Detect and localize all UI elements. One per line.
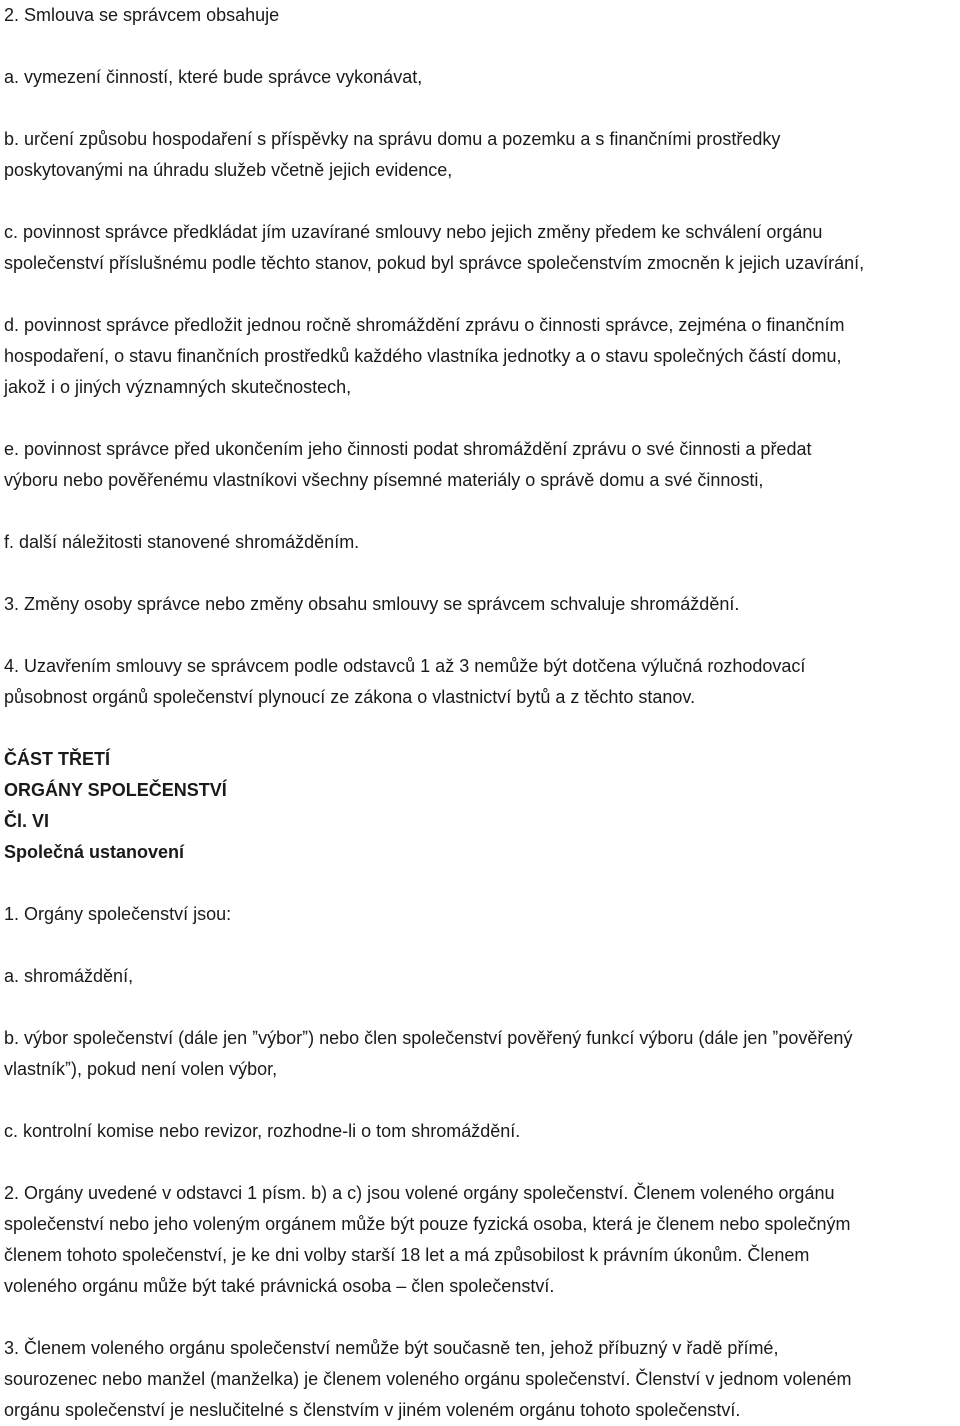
- spacer: [4, 31, 958, 62]
- paragraph-2f: f. další náležitosti stanovené shromážděním.: [4, 532, 360, 552]
- paragraph-2e-line-1: e. povinnost správce před ukončením jeho činnosti podat shromáždění zprávu o své činnosti a předat: [4, 439, 812, 459]
- spacer: [4, 992, 958, 1023]
- paragraph-2d-line-3: jakož i o jiných významných skutečnostech,: [4, 377, 352, 397]
- spacer: [4, 558, 958, 589]
- paragraph-2b-line-1: b. určení způsobu hospodaření s příspěvky na správu domu a pozemku a s finančními prostředky: [4, 129, 781, 149]
- clause-3-line-2: sourozenec nebo manžel (manželka) je členem voleného orgánu společenství. Členství v jednom voleném: [4, 1369, 852, 1389]
- section-heading: Společná ustanovení: [4, 842, 185, 862]
- spacer: [4, 279, 958, 310]
- paragraph-2c-line-1: c. povinnost správce předkládat jím uzavírané smlouvy nebo jejich změny předem ke schválení orgánu: [4, 222, 823, 242]
- spacer: [4, 1147, 958, 1178]
- spacer: [4, 930, 958, 961]
- document-page: [4, 0, 958, 1426]
- paragraph-2-title: 2. Smlouva se správcem obsahuje: [4, 5, 280, 25]
- clause-1b-line-2: vlastníkˮ), pokud není volen výbor,: [4, 1059, 278, 1079]
- part-heading: ČÁST TŘETÍ: [4, 749, 110, 769]
- spacer: [4, 186, 958, 217]
- paragraph-4-line-2: působnost orgánů společenství plynoucí ze zákona o vlastnictví bytů a z těchto stanov.: [4, 687, 696, 707]
- spacer: [4, 403, 958, 434]
- spacer: [4, 868, 958, 899]
- paragraph-2c-line-2: společenství příslušnému podle těchto stanov, pokud byl správce společenstvím zmocněn k jejich uzavírání,: [4, 253, 865, 273]
- paragraph-4-line-1: 4. Uzavřením smlouvy se správcem podle odstavců 1 až 3 nemůže být dotčena výlučná rozhodovací: [4, 656, 806, 676]
- paragraph-2b-line-2: poskytovanými na úhradu služeb včetně jejich evidence,: [4, 160, 453, 180]
- spacer: [4, 496, 958, 527]
- spacer: [4, 93, 958, 124]
- spacer: [4, 620, 958, 651]
- clause-1b-line-1: b. výbor společenství (dále jen ˮvýborˮ) nebo člen společenství pověřený funkcí výboru (dále jen ˮpověřený: [4, 1028, 853, 1048]
- paragraph-2a: a. vymezení činností, které bude správce vykonávat,: [4, 67, 423, 87]
- article-heading: Čl. VI: [4, 811, 50, 831]
- paragraph-2d-line-1: d. povinnost správce předložit jednou ročně shromáždění zprávu o činnosti správce, zejména o finančním: [4, 315, 845, 335]
- spacer: [4, 1302, 958, 1333]
- clause-1a: a. shromáždění,: [4, 966, 134, 986]
- clause-2-line-2: společenství nebo jeho voleným orgánem může být pouze fyzická osoba, která je členem nebo společným: [4, 1214, 851, 1234]
- paragraph-2e-line-2: výboru nebo pověřenému vlastníkovi všechny písemné materiály o správě domu a své činnosti,: [4, 470, 764, 490]
- paragraph-3: 3. Změny osoby správce nebo změny obsahu smlouvy se správcem schvaluje shromáždění.: [4, 594, 740, 614]
- clause-1c: c. kontrolní komise nebo revizor, rozhodne-li o tom shromáždění.: [4, 1121, 521, 1141]
- organs-heading: ORGÁNY SPOLEČENSTVÍ: [4, 780, 227, 800]
- clause-1: 1. Orgány společenství jsou:: [4, 904, 232, 924]
- clause-2-line-1: 2. Orgány uvedené v odstavci 1 písm. b) a c) jsou volené orgány společenství. Členem voleného orgánu: [4, 1183, 835, 1203]
- clause-3-line-3: orgánu společenství je neslučitelné s členstvím v jiném voleném orgánu tohoto společenství.: [4, 1400, 741, 1420]
- clause-2-line-4: voleného orgánu může být také právnická osoba – člen společenství.: [4, 1276, 555, 1296]
- spacer: [4, 1085, 958, 1116]
- clause-2-line-3: členem tohoto společenství, je ke dni volby starší 18 let a má způsobilost k právním úkonům. Členem: [4, 1245, 810, 1265]
- clause-3-line-1: 3. Členem voleného orgánu společenství nemůže být současně ten, jehož příbuzný v řadě přímé,: [4, 1338, 779, 1358]
- spacer: [4, 713, 958, 744]
- paragraph-2d-line-2: hospodaření, o stavu finančních prostředků každého vlastníka jednotky a o stavu společných částí domu,: [4, 346, 842, 366]
